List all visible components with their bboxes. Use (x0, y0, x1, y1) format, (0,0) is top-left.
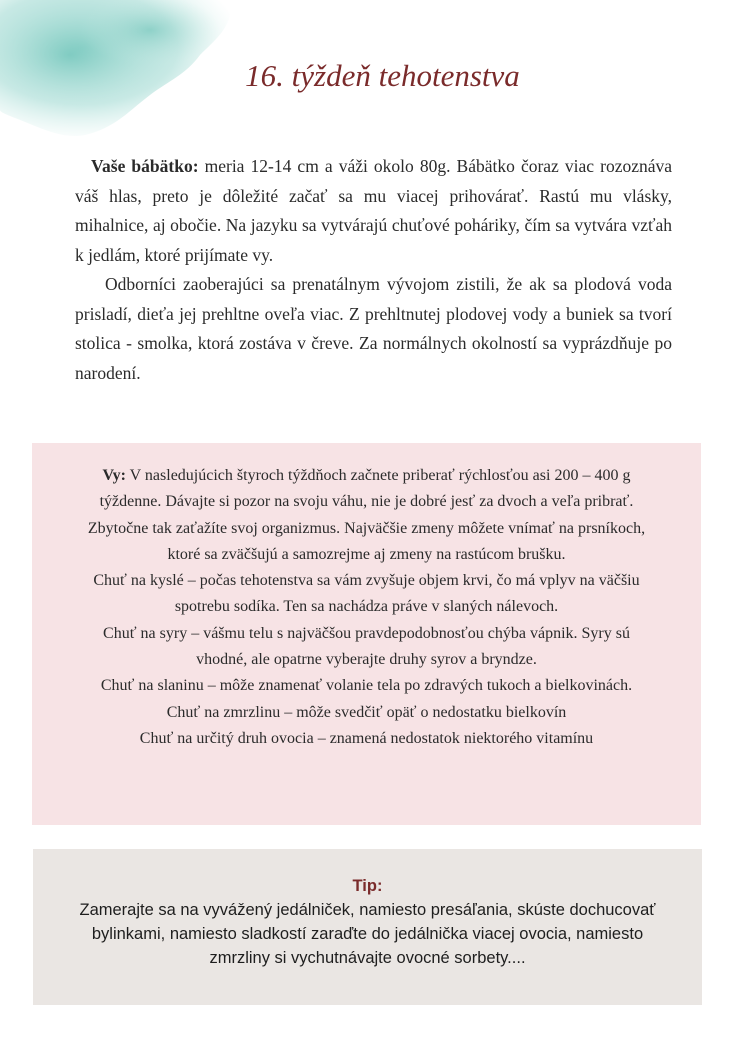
tip-box (33, 849, 702, 1005)
you-box (32, 443, 701, 825)
tip-text: Zamerajte sa na vyvážený jedálniček, namiesto presáľania, skúste dochucovať bylinkami, namiesto sladkostí zaraďte do jedálnička viacej ovocia, namiesto zmrzliny si vychutnávajte ovocné sorbety.... (79, 901, 656, 967)
craving-icecream: Chuť na zmrzlinu – môže svedčiť opäť o nedostatku bielkovín (166, 703, 567, 721)
intro-section (75, 152, 672, 388)
baby-label: Vaše bábätko: (91, 156, 199, 176)
baby-text: meria 12-14 cm a váži okolo 80g. Bábätko čoraz viac rozoznáva váš hlas, preto je dôležité začať sa mu viacej prihovárať. Rastú mu vlásky, mihalnice, aj obočie. Na jazyku sa vytvárajú chuťové poháriky, čím sa vytvára vzťah k jedlám, ktoré prijímate vy. (75, 156, 673, 265)
prenatal-paragraph: Odborníci zaoberajúci sa prenatálnym vývojom zistili, že ak sa plodová voda prisladí, dieťa jej prehltne oveľa viac. Z prehltnutej plodovej vody a buniek sa tvorí stolica - smolka, ktorá zostáva v čreve. Za normálnych okolností sa vyprázdňuje po narodení. (75, 274, 672, 383)
you-label: Vy: (102, 467, 126, 484)
baby-paragraph (75, 152, 672, 270)
tip-label: Tip: (352, 877, 383, 895)
craving-bacon: Chuť na slaninu – môže znamenať volanie tela po zdravých tukoch a bielkovinách. (100, 677, 633, 695)
craving-fruit: Chuť na určitý druh ovocia – znamená nedostatok niektorého vitamínu (139, 729, 594, 747)
craving-cheese: Chuť na syry – vášmu telu s najväčšou pravdepodobnosťou chýba vápnik. Syry sú vhodné, ale opatrne vyberajte druhy syrov a bryndze. (103, 624, 630, 669)
you-text: V nasledujúcich štyroch týždňoch začnete priberať rýchlosťou asi 200 – 400 g týždenne. Dávajte si pozor na svoju váhu, nie je dobré jesť za dvoch a veľa pribrať. Zbytočne tak zaťažíte svoj organizmus. Najväčšie zmeny môžete vnímať na prsníkoch, ktoré sa zväčšujú a samozrejme aj zmeny na rastúcom brušku. (87, 467, 646, 563)
you-paragraph (80, 463, 653, 568)
craving-sour: Chuť na kyslé – počas tehotenstva sa vám zvyšuje objem krvi, čo má vplyv na väčšiu spotrebu sodíka. Ten sa nachádza práve v slaných nálevoch. (93, 572, 640, 616)
page-title: 16. týždeň tehotenstva (245, 58, 520, 93)
